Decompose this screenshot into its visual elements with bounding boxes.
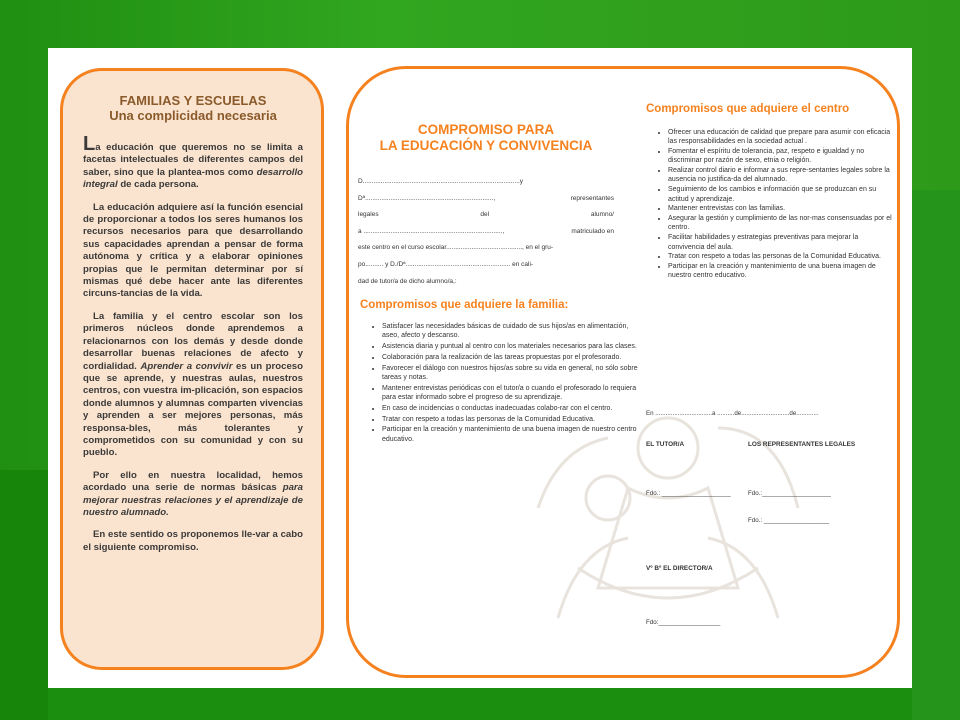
tutor-signature-line: Fdo.: ____________________ [646,490,731,497]
form-line: dad de tutor/a de dicho alumno/a,: [358,277,457,285]
paragraph-proposal: En este sentido os proponemos lle-var a cabo el siguiente compromiso. [83,529,303,553]
form-line: a ............................................................................., matriculado en [358,227,614,235]
list-item: • Favorecer el diálogo con nuestros hijos/as sobre su vida en general, no sólo sobre tareas y notas. [382,364,640,383]
rep2-signature-line: Fdo.: ___________________ [748,517,830,524]
rep1-signature-line: Fdo.:____________________ [748,490,831,497]
list-item: • Tratar con respeto a todas las personas de la Comunidad Educativa. [668,252,896,261]
intro-paragraph: La educación que queremos no se limita a facetas intelectuales de diferentes campos del saber, sino que la plantea-mos como desarrollo integral de cada persona. [83,133,303,191]
list-item: • Asistencia diaria y puntual al centro con los materiales necesarios para las clases. [382,342,640,351]
compromiso-title: COMPROMISO PARA LA EDUCACIÓN Y CONVIVENCIA [379,122,593,153]
form-line: legales del alumno/ [358,211,614,219]
list-item: • En caso de incidencias o conductas inadecuadas colabo-rar con el centro. [382,404,640,413]
director-signature-line: Fdo:__________________ [646,619,721,626]
date-line: En .................................a ..........de............................de............. [646,410,819,417]
paragraph-education: La educación adquiere así la función esencial de proporcionar a todos los seres humanos los recursos necesarios para que desarrollando sus capacidades aprendan a pensar de forma autónoma y crítica y a elaborar opiniones propias que le permitan determinar por sí mismas qué debe hacer ante las diferentes circuns-tancias de la vida. [83,201,303,300]
director-label: Vº Bº EL DIRECTOR/A [646,565,713,572]
form-line: este centro en el curso escolar.........................................., en el gru- [358,244,554,252]
form-line: D.......................................................................................y [358,178,524,185]
background-strip-bottom [48,688,912,720]
centre-commitments-list [646,128,896,281]
form-line: Dª......................................................................., representantes [358,194,614,202]
list-item: • Seguimiento de los cambios e información que se produzcan en su actitud y aprendizaje. [668,185,896,204]
centre-commitments-title: Compromisos que adquiere el centro [646,103,850,115]
left-panel [60,68,324,670]
background-strip-left [0,470,48,720]
paragraph-norms: Por ello en nuestra localidad, hemos acordado una serie de normas básicas para mejorar nuestras relaciones y el aprendizaje de nuestro alumnado. [83,469,303,518]
list-item: • Fomentar el espíritu de tolerancia, paz, respeto e igualdad y no discriminar por razón de sexo, etnia o religión. [668,147,896,166]
paragraph-family-school: La familia y el centro escolar son los primeros núcleos donde aprendemos a relacionarnos con los demás y desde donde desarrollar buenas relaciones de afecto y cordialidad. Aprender a convivir es un proceso que se aprende, y nuestras aulas, nuestros centros, con vuestra im-plicación, son espacios donde alumnos y alumnas comparten vivencias y aprenden a ser mejores personas, más responsa-bles, más tolerantes y comprometidos con su comunidad y con su pueblo. [83,310,303,459]
commitment-form [358,174,614,290]
list-item: • Participar en la creación y mantenimiento de una buena imagen de nuestro centro educativo. [382,425,640,444]
drop-cap: L [83,133,96,155]
background-strip-right [912,190,960,720]
list-item: • Participar en la creación y mantenimiento de una buena imagen de nuestro centro educativo. [668,262,896,281]
list-item: • Asegurar la gestión y cumplimiento de las nor-mas consensuadas por el centro. [668,214,896,233]
legal-reps-label: LOS REPRESENTANTES LEGALES [748,441,856,448]
left-panel-title: FAMILIAS Y ESCUELAS Una complicidad necesaria [109,93,277,123]
list-item: • Realizar control diario e informar a sus repre-sentantes legales sobre la ausencia no justifica-da del alumnado. [668,166,896,185]
list-item: • Satisfacer las necesidades básicas de cuidado de sus hijos/as en alimentación, aseo, afecto y descanso. [382,322,640,341]
list-item: • Ofrecer una educación de calidad que prepare para asumir con eficacia las responsabilidades en la sociedad actual . [668,128,896,147]
list-item: • Facilitar habilidades y estrategias preventivas para mejorar la convivencia del aula. [668,233,896,252]
brochure-sheet [48,48,912,688]
family-commitments-title: Compromisos que adquiere la familia: [360,299,569,311]
list-item: • Tratar con respeto a todas las personas de la Comunidad Educativa. [382,415,640,424]
list-item: • Mantener entrevistas con las familias. [668,204,896,213]
form-line: po.......... y D./Dª.......................................................... en cali- [358,260,534,268]
tutor-label: EL TUTOR/A [646,441,685,448]
family-commitments-list [360,322,640,446]
list-item: • Mantener entrevistas periódicas con el tutor/a o cuando el profesorado lo requiera para estar informado sobre el progreso de su aprendizaje. [382,384,640,403]
list-item: • Colaboración para la realización de las tareas propuestas por el profesorado. [382,353,640,362]
